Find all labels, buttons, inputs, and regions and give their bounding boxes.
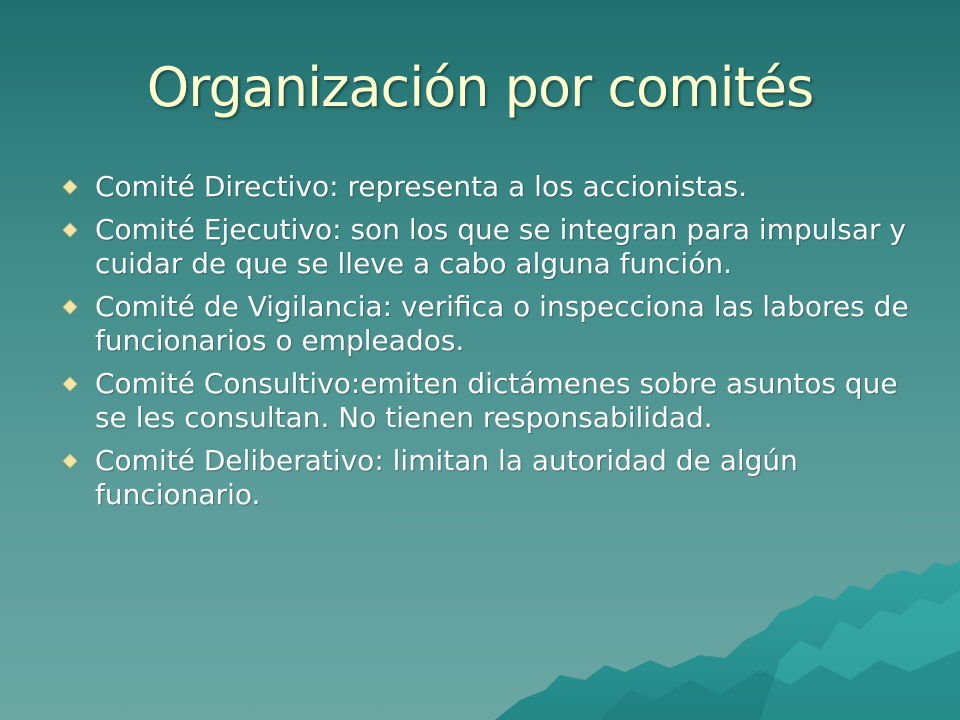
list-item — [60, 170, 920, 204]
bullet-list — [60, 170, 920, 521]
bullet-text: Comité Deliberativo: limitan la autoridad de algún funcionario. — [95, 444, 798, 511]
diamond-bullet-icon — [62, 299, 78, 315]
bullet-text: Comité Directivo: representa a los accionistas. — [95, 170, 748, 203]
diamond-bullet-icon — [62, 179, 78, 195]
diamond-bullet-icon — [62, 376, 78, 392]
list-item — [60, 213, 920, 281]
bullet-text: Comité Consultivo:emiten dictámenes sobre asuntos que se les consultan. No tienen responsabilidad. — [95, 367, 898, 434]
diamond-bullet-icon — [62, 453, 78, 469]
bullet-text: Comité de Vigilancia: verifica o inspecciona las labores de funcionarios o empleados. — [95, 290, 909, 357]
slide-title: Organización por comités — [146, 56, 814, 119]
bullet-text: Comité Ejecutivo: son los que se integran para impulsar y cuidar de que se lleve a cabo alguna función. — [95, 213, 907, 280]
diamond-bullet-icon — [62, 222, 78, 238]
list-item — [60, 444, 920, 512]
list-item — [60, 367, 920, 435]
list-item — [60, 290, 920, 358]
